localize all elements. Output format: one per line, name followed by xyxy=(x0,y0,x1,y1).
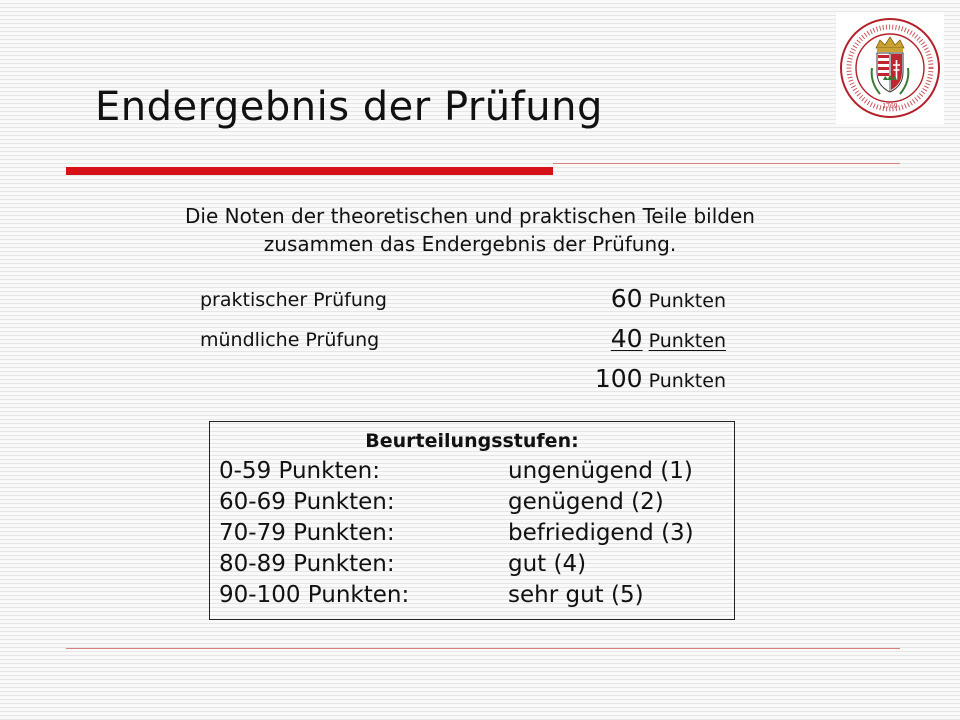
grade-range: 60-69 Punkten: xyxy=(219,489,395,515)
intro-text xyxy=(100,202,840,258)
intro-line-2: zusammen das Endergebnis der Prüfung. xyxy=(263,232,677,256)
grading-scale-box xyxy=(209,421,735,620)
score-row-total xyxy=(200,364,726,404)
score-points: 60 xyxy=(610,284,643,313)
intro-line-1: Die Noten der theoretischen und praktischen Teile bilden xyxy=(185,204,755,228)
accent-rule xyxy=(66,167,553,175)
score-unit: Punkten xyxy=(648,290,726,312)
score-unit: Punkten xyxy=(648,330,726,352)
grade-label: sehr gut (5) xyxy=(508,582,644,608)
score-value xyxy=(611,284,726,313)
score-row-practical xyxy=(200,284,726,324)
grade-label: befriedigend (3) xyxy=(508,520,694,546)
page-title: Endergebnis der Prüfung xyxy=(95,84,603,130)
score-table xyxy=(200,284,726,404)
grade-label: ungenügend (1) xyxy=(508,458,693,484)
grade-range: 80-89 Punkten: xyxy=(219,551,395,577)
grade-range: 70-79 Punkten: xyxy=(219,520,395,546)
grade-label: gut (4) xyxy=(508,551,587,577)
university-seal-icon xyxy=(836,12,944,124)
bottom-divider-line xyxy=(66,648,900,649)
grading-heading: Beurteilungsstufen: xyxy=(365,430,579,452)
score-label: mündliche Prüfung xyxy=(200,329,380,351)
score-points: 100 xyxy=(594,364,643,393)
score-points: 40 xyxy=(610,324,643,353)
score-value xyxy=(595,364,726,393)
grade-label: genügend (2) xyxy=(508,489,664,515)
divider-line xyxy=(553,163,900,164)
grade-range: 90-100 Punkten: xyxy=(219,582,410,608)
score-row-oral xyxy=(200,324,726,364)
score-label: praktischer Prüfung xyxy=(200,289,387,311)
score-unit: Punkten xyxy=(648,370,726,392)
grade-range: 0-59 Punkten: xyxy=(219,458,380,484)
score-value xyxy=(611,324,726,353)
svg-text:1769: 1769 xyxy=(882,103,898,110)
